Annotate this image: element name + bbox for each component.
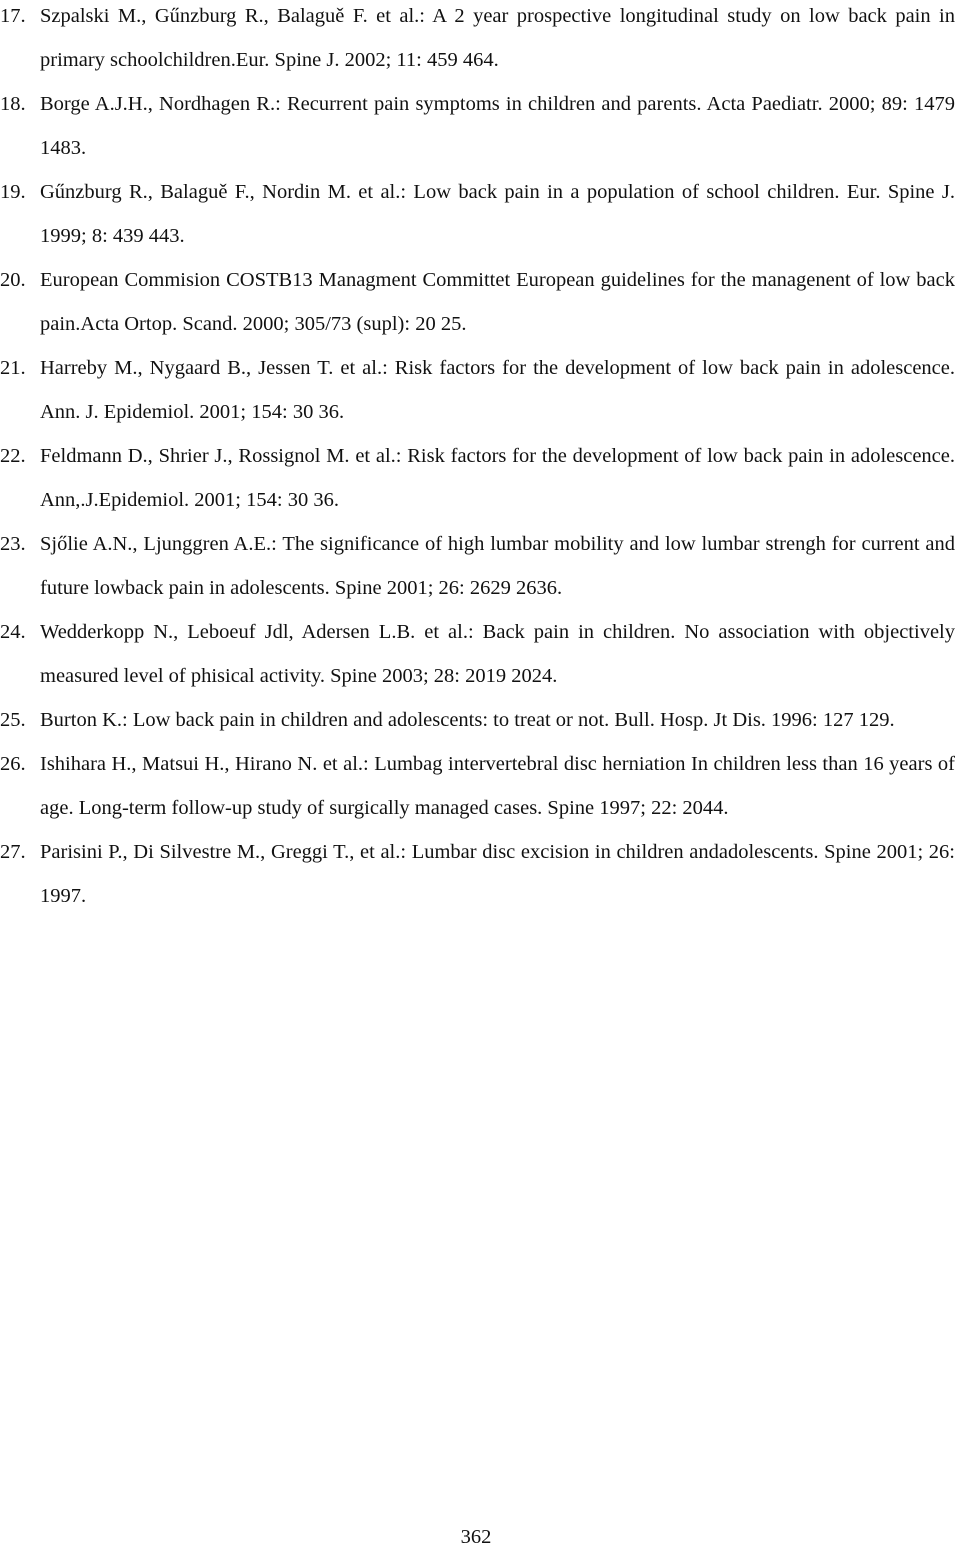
reference-number: 23.	[0, 533, 26, 555]
reference-text: Wedderkopp N., Leboeuf Jdl, Adersen L.B. et al.: Back pain in children. No association with objectively measured level of phisical activity. Spine 2003; 28: 2019 2024.	[40, 621, 955, 687]
reference-text: European Commision COSTB13 Managment Committet European guidelines for the managenent of low back pain.Acta Ortop. Scand. 2000; 305/73 (supl): 20 25.	[40, 269, 955, 335]
reference-item	[0, 346, 955, 434]
reference-item	[0, 258, 955, 346]
reference-text: Parisini P., Di Silvestre M., Greggi T., et al.: Lumbar disc excision in children andadolescents. Spine 2001; 26: 1997.	[40, 841, 955, 907]
reference-item	[0, 82, 955, 170]
reference-text: Szpalski M., Gűnzburg R., Balaguě F. et al.: A 2 year prospective longitudinal study on low back pain in primary schoolchildren.Eur. Spine J. 2002; 11: 459 464.	[40, 5, 955, 71]
reference-number: 24.	[0, 621, 26, 643]
reference-text: Gűnzburg R., Balaguě F., Nordin M. et al.: Low back pain in a population of school children. Eur. Spine J. 1999; 8: 439 443.	[40, 181, 955, 247]
reference-text: Ishihara H., Matsui H., Hirano N. et al.: Lumbag intervertebral disc herniation In children less than 16 years of age. Long-term follow-up study of surgically managed cases. Spine 1997; 22: 2044.	[40, 753, 955, 819]
reference-text: Sjőlie A.N., Ljunggren A.E.: The significance of high lumbar mobility and low lumbar strengh for current and future lowback pain in adolescents. Spine 2001; 26: 2629 2636.	[40, 533, 955, 599]
reference-number: 21.	[0, 357, 26, 379]
reference-number: 18.	[0, 93, 26, 115]
reference-item	[0, 170, 955, 258]
reference-number: 22.	[0, 445, 26, 467]
reference-number: 26.	[0, 753, 26, 775]
reference-item	[0, 698, 955, 742]
reference-text: Burton K.: Low back pain in children and adolescents: to treat or not. Bull. Hosp. Jt Dis. 1996: 127 129.	[40, 709, 895, 731]
reference-item	[0, 742, 955, 830]
reference-number: 25.	[0, 709, 26, 731]
reference-text: Harreby M., Nygaard B., Jessen T. et al.: Risk factors for the development of low back pain in adolescence. Ann. J. Epidemiol. 2001; 154: 30 36.	[40, 357, 955, 423]
reference-item	[0, 610, 955, 698]
reference-item	[0, 0, 955, 82]
reference-text: Borge A.J.H., Nordhagen R.: Recurrent pain symptoms in children and parents. Acta Paediatr. 2000; 89: 1479 1483.	[40, 93, 955, 159]
reference-item	[0, 830, 955, 918]
reference-number: 17.	[0, 5, 26, 27]
page-number: 362	[460, 1526, 492, 1548]
reference-number: 20.	[0, 269, 26, 291]
reference-item	[0, 434, 955, 522]
reference-item	[0, 522, 955, 610]
reference-number: 27.	[0, 841, 26, 863]
reference-text: Feldmann D., Shrier J., Rossignol M. et al.: Risk factors for the development of low back pain in adolescence. Ann,.J.Epidemiol. 2001; 154: 30 36.	[40, 445, 955, 511]
reference-number: 19.	[0, 181, 26, 203]
